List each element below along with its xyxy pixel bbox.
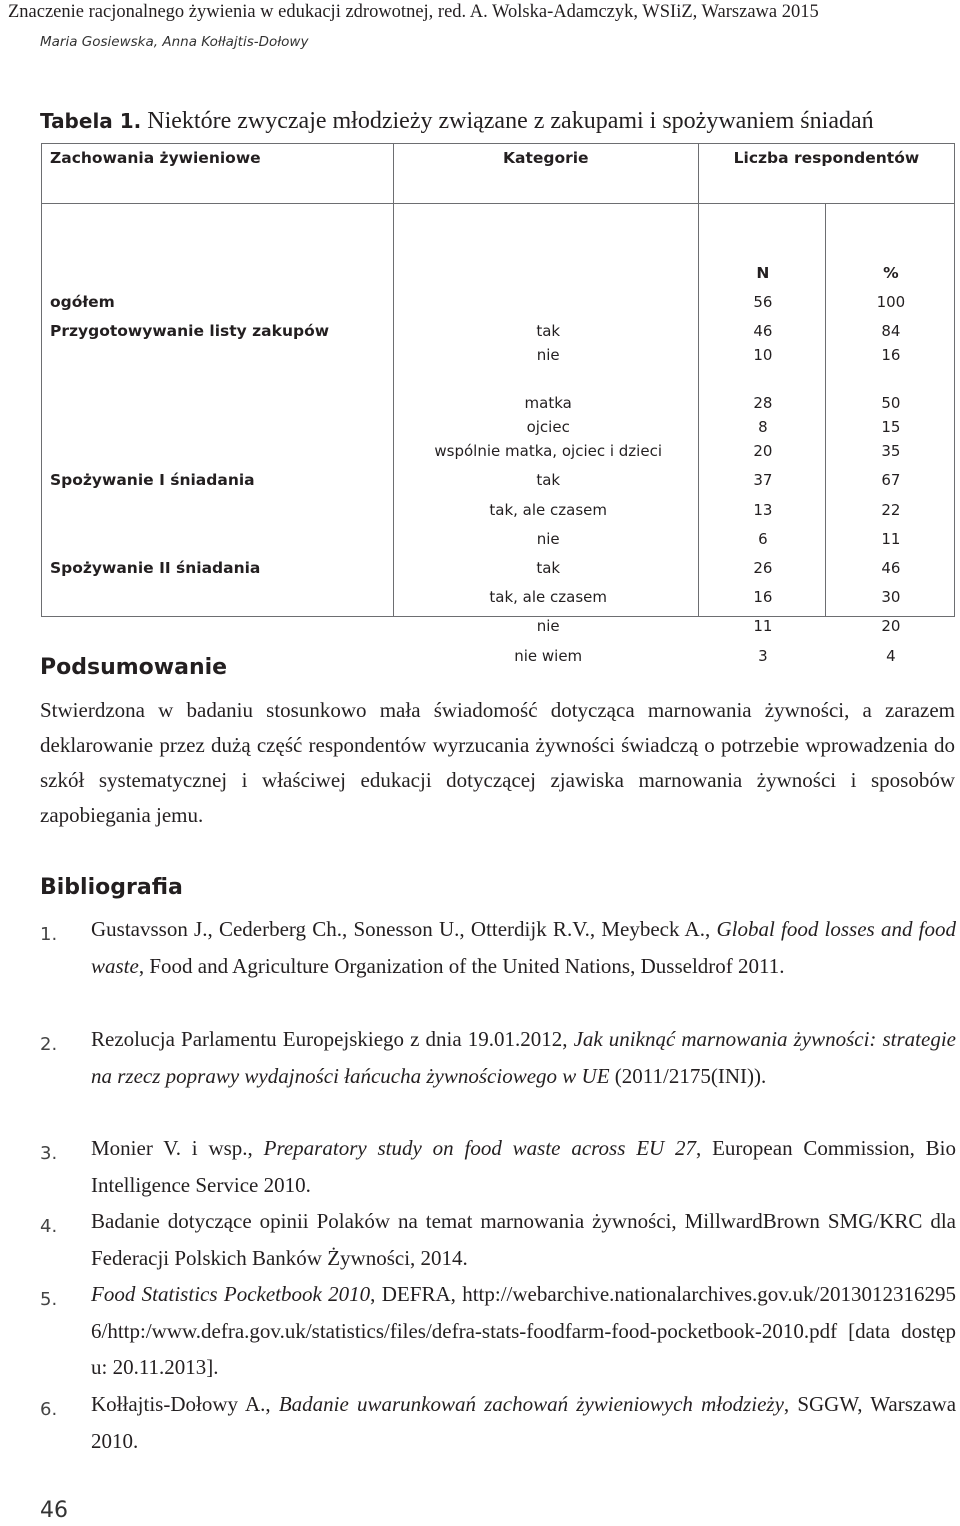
summary-heading: Podsumowanie: [40, 655, 228, 680]
category-cell: nie: [536, 617, 560, 635]
bibliography-item-number: 6.: [40, 1399, 58, 1420]
bibliography-item-text: [91, 1021, 956, 1094]
bibliography-item-authors: Rezolucja Parlamentu Europejskiego z dnia 19.01.2012,: [91, 1027, 574, 1051]
bibliography-item-authors: Monier V. i wsp.,: [91, 1136, 264, 1160]
bibliography-item-text: [91, 1203, 956, 1276]
bibliography-item-text: [91, 1276, 956, 1386]
percent-cell: 15: [881, 418, 901, 436]
n-cell: 13: [753, 501, 773, 519]
bibliography-item-text: [91, 1130, 956, 1203]
category-cell: tak: [536, 471, 561, 489]
category-cell: nie: [536, 530, 560, 548]
n-cell: 16: [753, 588, 773, 606]
bibliography-item-authors: Badanie dotyczące opinii Polaków na temat marnowania żywności, MillwardBrown SMG/KRC dla Federacji Polskich Banków Żywności, 2014.: [91, 1209, 956, 1270]
percent-cell: 30: [881, 588, 901, 606]
header-percent: %: [883, 264, 899, 282]
n-cell: 20: [753, 442, 773, 460]
bibliography-item-title: Badanie uwarunkowań zachowań żywieniowych młodzieży: [278, 1392, 784, 1416]
header-kategorie: Kategorie: [393, 144, 698, 204]
bibliography-item-details: , DEFRA, http://webarchive.nationalarchives.gov.uk/20130123162956/http:/www.defra.gov.uk/statistics/files/defra-stats-foodfarm-food-pocketbook-2010.pdf [data dostępu: 20.11.2013].: [91, 1282, 956, 1379]
row-label-sniadanie-2: Spożywanie II śniadania: [50, 559, 261, 577]
category-cell: ojciec: [526, 418, 570, 436]
summary-paragraph: Stwierdzona w badaniu stosunkowo mała świadomość dotycząca marnowania żywności, a zarazem deklarowanie przez dużą część respondentów wyrzucania żywności świadczą o potrzebie wprowadzenia do szkół systematycznej i właściwej edukacji dotyczącej zjawiska marnowania żywności i sposobów zapobiegania jemu.: [40, 698, 955, 827]
n-cell: 37: [753, 471, 773, 489]
n-cell: 26: [753, 559, 773, 577]
table-body-row: [42, 204, 955, 617]
n-cell: 3: [758, 647, 768, 665]
row-label-listy: Przygotowywanie listy zakupów: [50, 322, 330, 340]
bibliography-item-text: [91, 1386, 956, 1459]
percent-cell: 20: [881, 617, 901, 635]
page-number: 46: [40, 1498, 68, 1523]
table-caption: [40, 108, 874, 135]
n-cell: 10: [753, 346, 773, 364]
row-label-sniadanie-1: Spożywanie I śniadania: [50, 471, 255, 489]
running-header-title: Znaczenie racjonalnego żywienia w edukacji zdrowotnej, red. A. Wolska-Adamczyk, WSIiZ, Warszawa 2015: [8, 2, 819, 22]
col-kategorie: [393, 204, 698, 665]
n-cell: 28: [753, 394, 773, 412]
bibliography-item-title: Food Statistics Pocketbook 2010: [91, 1282, 371, 1306]
category-cell: matka: [524, 394, 572, 412]
col-zachowania: [42, 204, 394, 617]
col-n: [698, 204, 826, 665]
bibliography-item-title: Preparatory study on food waste across EU 27: [263, 1136, 697, 1160]
table-caption-label: Tabela 1.: [40, 109, 142, 133]
category-cell: nie: [536, 346, 560, 364]
bibliography-item-number: 3.: [40, 1143, 58, 1164]
bibliography-item-number: 2.: [40, 1034, 58, 1055]
percent-cell: 4: [886, 647, 896, 665]
bibliography-item-authors: Kołłajtis-Dołowy A.,: [91, 1392, 279, 1416]
percent-cell: 22: [881, 501, 901, 519]
bibliography-item-text: [91, 911, 956, 984]
bibliography-item-number: 4.: [40, 1216, 58, 1237]
header-liczba-respondentow: Liczba respondentów: [698, 144, 954, 204]
table-header-row: [42, 144, 955, 204]
header-n: N: [756, 264, 770, 282]
bibliography-item-title: Global food losses and food waste: [91, 917, 956, 978]
percent-cell: 67: [881, 471, 901, 489]
bibliography-item-details: (2011/2175(INI)).: [609, 1063, 767, 1088]
header-zachowania: Zachowania żywieniowe: [42, 144, 394, 204]
bibliography-item-number: 1.: [40, 924, 58, 945]
n-cell: 11: [753, 617, 773, 635]
percent-cell: 50: [881, 394, 901, 412]
category-cell: tak: [536, 322, 561, 340]
data-table: [41, 143, 955, 665]
bibliography-item-details: , Food and Agriculture Organization of the United Nations, Dusseldrof 2011.: [138, 953, 785, 978]
n-cell: 56: [753, 293, 773, 311]
bibliography-item-details: , European Commission, Bio Intelligence Service 2010.: [91, 1136, 957, 1197]
percent-cell: 11: [881, 530, 901, 548]
percent-cell: 35: [881, 442, 901, 460]
bibliography-item-number: 5.: [40, 1289, 58, 1310]
bibliography-item-title: Jak uniknąć marnowania żywności: strategie na rzecz poprawy wydajności łańcucha żywnościowego w UE: [91, 1027, 956, 1088]
category-cell: wspólnie matka, ojciec i dzieci: [434, 442, 662, 460]
percent-cell: 46: [881, 559, 901, 577]
bibliography-item-authors: Gustavsson J., Cederberg Ch., Sonesson U., Otterdijk R.V., Meybeck A.,: [91, 917, 717, 941]
bibliography-item-details: , SGGW, Warszawa 2010.: [91, 1392, 957, 1453]
n-cell: 8: [758, 418, 768, 436]
col-percent: [826, 204, 955, 665]
percent-cell: 16: [881, 346, 901, 364]
n-cell: 6: [758, 530, 768, 548]
table-caption-text: Niektóre zwyczaje młodzieży związane z zakupami i spożywaniem śniadań: [141, 108, 874, 134]
row-label-ogolem: ogółem: [50, 293, 115, 311]
n-cell: 46: [753, 322, 773, 340]
category-cell: tak: [536, 559, 561, 577]
percent-cell: 100: [876, 293, 906, 311]
bibliography-heading: Bibliografia: [40, 875, 183, 900]
running-header-authors: Maria Gosiewska, Anna Kołłajtis-Dołowy: [40, 34, 309, 50]
category-cell: tak, ale czasem: [489, 588, 608, 606]
category-cell: tak, ale czasem: [489, 501, 608, 519]
category-cell: nie wiem: [514, 647, 583, 665]
percent-cell: 84: [881, 322, 901, 340]
